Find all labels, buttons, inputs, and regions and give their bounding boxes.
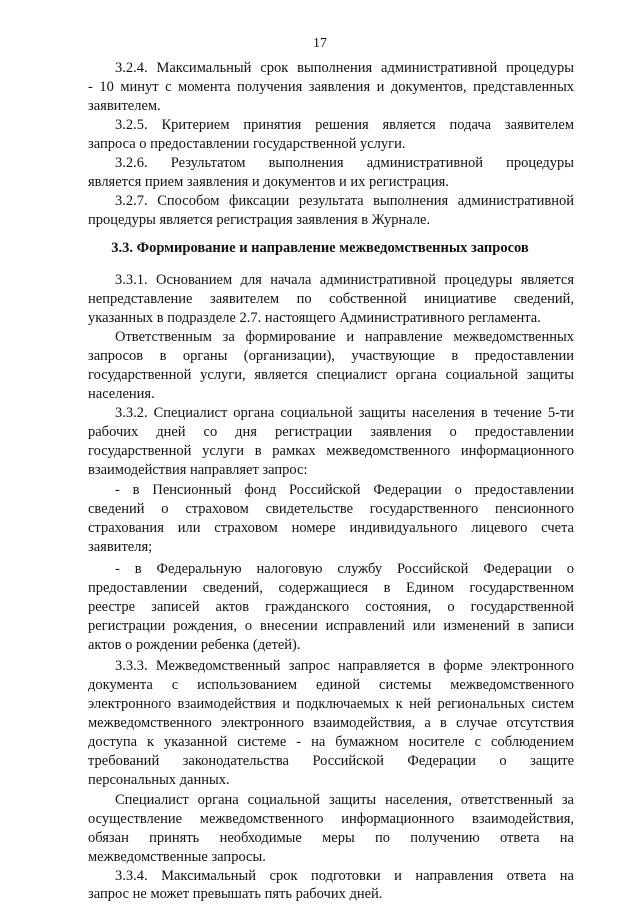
- paragraph-responsible-line: населения.: [88, 386, 155, 402]
- paragraph-3-2-6-line: является прием заявления и документов и их регистрация.: [88, 174, 449, 190]
- list-item-pension-fund-line: сведений о страховом свидетельстве государственного пенсионного: [88, 501, 574, 517]
- paragraph-3-3-2-line: взаимодействия направляет запрос:: [88, 462, 308, 478]
- paragraph-3-3-2-line: государственной услуги в рамках межведомственного информационного: [88, 443, 574, 459]
- list-item-tax-service-line: реестре записей актов гражданского состояния, о государственной: [88, 599, 574, 615]
- list-item-pension-fund-line: страхования или страховом номере индивидуального лицевого счета: [88, 520, 574, 536]
- paragraph-3-3-3-line: документа с использованием единой системы межведомственного: [88, 677, 574, 693]
- paragraph-responsible-line: Ответственным за формирование и направление межведомственных: [115, 329, 574, 345]
- paragraph-3-3-2-line: 3.3.2. Специалист органа социальной защиты населения в течение 5-ти: [115, 405, 574, 421]
- paragraph-specialist-line: межведомственные запросы.: [88, 849, 266, 865]
- paragraph-3-3-3-line: 3.3.3. Межведомственный запрос направляется в форме электронного: [115, 658, 574, 674]
- paragraph-3-3-1-line: 3.3.1. Основанием для начала административной процедуры является: [115, 272, 574, 288]
- paragraph-3-3-3-line: межведомственного электронного взаимодействия, а в случае отсутствия: [88, 715, 574, 731]
- paragraph-responsible-line: запросов в органы (организации), участвующие в предоставлении: [88, 348, 574, 364]
- paragraph-3-3-1-line: указанных в подразделе 2.7. настоящего Административного регламента.: [88, 310, 541, 326]
- paragraph-3-2-5-line: запроса о предоставлении государственной услуги.: [88, 136, 406, 152]
- section-heading: 3.3. Формирование и направление межведомственных запросов: [111, 240, 529, 256]
- paragraph-3-3-1-line: непредставление заявителем по собственной инициативе сведений,: [88, 291, 574, 307]
- paragraph-3-2-4-line: - 10 минут с момента получения заявления и документов, представленных: [88, 79, 574, 95]
- paragraph-3-3-3-line: электронного взаимодействия и подключаемых к ней региональных систем: [88, 696, 574, 712]
- paragraph-3-2-4-line: заявителем.: [88, 98, 161, 114]
- paragraph-specialist-line: осуществление межведомственного информационного взаимодействия,: [88, 811, 574, 827]
- paragraph-3-2-5-line: 3.2.5. Критерием принятия решения является подача заявителем: [115, 117, 574, 133]
- paragraph-3-2-6-line: 3.2.6. Результатом выполнения административной процедуры: [115, 155, 574, 171]
- paragraph-3-3-3-line: требований законодательства Российской Федерации о защите: [88, 753, 574, 769]
- paragraph-3-3-4-line: запрос не может превышать пять рабочих дней.: [88, 886, 383, 902]
- paragraph-specialist-line: обязан принять необходимые меры по получению ответа на: [88, 830, 574, 846]
- paragraph-responsible-line: государственной услуги, является специалист органа социальной защиты: [88, 367, 574, 383]
- paragraph-3-3-3-line: доступа к указанной системе - на бумажном носителе с соблюдением: [88, 734, 574, 750]
- paragraph-specialist-line: Специалист органа социальной защиты населения, ответственный за: [115, 792, 574, 808]
- list-item-tax-service-line: предоставлении сведений, содержащиеся в Едином государственном: [88, 580, 574, 596]
- paragraph-3-3-3-line: персональных данных.: [88, 772, 230, 788]
- list-item-tax-service-line: регистрации рождения, о внесении исправлений или изменений в записи: [88, 618, 574, 634]
- list-item-tax-service-line: актов о рождении ребенка (детей).: [88, 637, 301, 653]
- paragraph-3-2-4-line: 3.2.4. Максимальный срок выполнения административной процедуры: [115, 60, 574, 76]
- list-item-tax-service-line: - в Федеральную налоговую службу Российской Федерации о: [115, 561, 574, 577]
- list-item-pension-fund-line: - в Пенсионный фонд Российской Федерации о предоставлении: [115, 482, 574, 498]
- list-item-pension-fund-line: заявителя;: [88, 539, 153, 555]
- paragraph-3-3-4-line: 3.3.4. Максимальный срок подготовки и направления ответа на: [115, 868, 574, 884]
- paragraph-3-2-7-line: процедуры является регистрация заявления в Журнале.: [88, 212, 431, 228]
- paragraph-3-3-2-line: рабочих дней со дня регистрации заявления о предоставлении: [88, 424, 574, 440]
- page-number: 17: [313, 36, 327, 51]
- paragraph-3-2-7-line: 3.2.7. Способом фиксации результата выполнения административной: [115, 193, 574, 209]
